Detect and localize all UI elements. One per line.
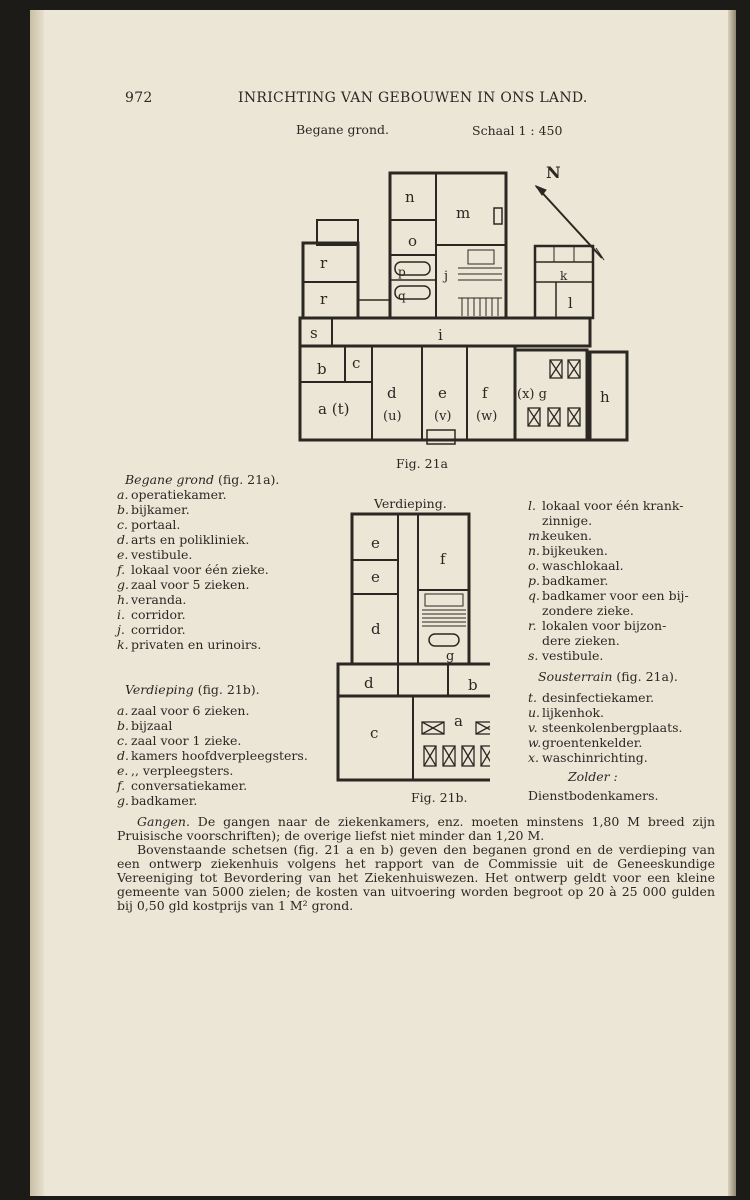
legend-item: desinfectiekamer. xyxy=(542,690,655,705)
legend-ground: Begane grond (fig. 21a). a. operatiekamer. b. bijkamer. c. portaal. d. arts en polikliniek. e. vestibule. f. lokaal voor één zieke. g. zaal voor 5 zieken. h. veranda. i. corridor. j. corridor. k. privaten en urinoirs. xyxy=(117,472,280,652)
legend-upper: Verdieping (fig. 21b). a. zaal voor 6 zieken. b. bijzaal c. zaal voor 1 zieke. d. kamers hoofdverpleegsters. e. ,, verpleegsters. f. conversatiekamer. g. badkamer. xyxy=(117,682,308,808)
page-edge xyxy=(728,10,736,1196)
room-r-upper: r xyxy=(320,254,328,272)
room-f: f xyxy=(482,384,488,402)
fig-a-scale: Schaal 1 : 450 xyxy=(472,123,563,138)
legend-item: operatiekamer. xyxy=(131,487,227,502)
legend-item: steenkolenbergplaats. xyxy=(542,720,683,735)
page-spine xyxy=(30,10,44,1196)
legend-item: bijkamer. xyxy=(131,502,190,517)
legend-attic-item: Dienstbodenkamers. xyxy=(528,788,659,803)
body-paragraph: Bovenstaande schetsen (fig. 21 a en b) geven den beganen grond en de verdieping van een ontwerp ziekenhuis volgens het rapport van de Commissie uit de Geneeskundige Vereeniging tot Bevordering van het Ziekenhuiswezen. Het ontwerp geldt voor een kleine gemeente van 5000 zielen; de kosten van uitvoering worden begroot op 20 à 25 000 gulden bij 0,50 gld kostprijs van 1 M² grond. xyxy=(117,842,715,913)
legend-item: badkamer voor een bij- xyxy=(542,588,689,603)
page-number: 972 xyxy=(125,90,153,106)
room-n: n xyxy=(405,188,415,206)
legend-item: bijkeuken. xyxy=(542,543,608,558)
fig-b-title: Verdieping. xyxy=(374,496,447,511)
legend-item: badkamer. xyxy=(131,793,198,808)
legend-upper-heading: Verdieping xyxy=(125,682,194,697)
room-m: m xyxy=(456,204,471,222)
room-d: d xyxy=(387,384,397,402)
north-label: N xyxy=(546,163,561,182)
room-q: q xyxy=(398,289,406,303)
legend-basement-ref: (fig. 21a). xyxy=(616,669,678,684)
room-o: o xyxy=(408,232,418,250)
upper-room-b: b xyxy=(468,676,478,694)
ground-floor-plan xyxy=(260,150,640,450)
room-j: j xyxy=(444,269,449,284)
room-i: i xyxy=(438,326,443,344)
room-x-g: (x) g xyxy=(517,387,547,402)
legend-item: waschlokaal. xyxy=(542,558,624,573)
upper-room-a: a xyxy=(454,712,463,730)
legend-item: lokaal voor één zieke. xyxy=(131,562,269,577)
legend-item: vestibule. xyxy=(131,547,193,562)
legend-item: bijzaal xyxy=(131,718,173,733)
room-p: p xyxy=(398,265,406,279)
upper-room-g: g xyxy=(446,649,455,664)
legend-upper-ref: (fig. 21b). xyxy=(197,682,260,697)
body-text xyxy=(117,815,715,913)
room-e-alt: (v) xyxy=(434,409,452,424)
legend-item: corridor. xyxy=(131,607,186,622)
page-title: INRICHTING VAN GEBOUWEN IN ONS LAND. xyxy=(238,90,588,106)
legend-basement-heading: Sousterrain xyxy=(538,669,613,684)
upper-room-d-1: d xyxy=(371,620,381,638)
legend-attic-heading: Zolder : xyxy=(568,769,618,784)
legend-item: zaal voor 6 zieken. xyxy=(131,703,250,718)
fig-b-caption: Fig. 21b. xyxy=(411,790,468,805)
upper-room-e-1: e xyxy=(371,534,380,552)
legend-ground-cont: l. lokaal voor één krank- zinnige. m.keuken. n. bijkeuken. o. waschlokaal. p. badkamer. q. badkamer voor een bij- zondere zieke. r. lokalen voor bijzon- dere zieken. s. vestibule. Sousterrain (fig. 21a). t. desinfectiekamer. u. lijkenhok. v. steenkolenbergplaats. w.groentenkelder. x. waschinrichting. Zolder : Dienstbodenkamers. xyxy=(528,498,689,803)
room-l: l xyxy=(568,294,573,312)
fig-a-title: Begane grond. xyxy=(296,122,389,137)
legend-item: privaten en urinoirs. xyxy=(131,637,262,652)
legend-item: kamers hoofdverpleegsters. xyxy=(131,748,308,763)
legend-item: zaal voor 1 zieke. xyxy=(131,733,242,748)
upper-room-d-2: d xyxy=(364,674,374,692)
room-d-alt: (u) xyxy=(383,409,402,424)
legend-ground-ref: (fig. 21a). xyxy=(218,472,280,487)
legend-item: corridor. xyxy=(131,622,186,637)
legend-item: waschinrichting. xyxy=(542,750,648,765)
legend-item: lokalen voor bijzon- xyxy=(542,618,667,633)
upper-floor-plan xyxy=(330,510,490,785)
legend-item: arts en polikliniek. xyxy=(131,532,250,547)
upper-room-e-2: e xyxy=(371,568,380,586)
legend-item: conversatiekamer. xyxy=(131,778,248,793)
legend-item: lokaal voor één krank- xyxy=(542,498,684,513)
room-f-alt: (w) xyxy=(476,409,498,424)
legend-item: lijkenhok. xyxy=(542,705,605,720)
room-k: k xyxy=(560,269,568,283)
room-s: s xyxy=(310,324,318,342)
legend-item: vestibule. xyxy=(542,648,604,663)
room-c: c xyxy=(352,354,361,372)
book-page xyxy=(30,10,736,1196)
body-gangen-text: De gangen naar de ziekenkamers, enz. moeten minstens 1,80 M breed zijn Pruisische voorschriften); de overige liefst niet minder dan 1,20 M. xyxy=(117,814,715,843)
legend-item: keuken. xyxy=(542,528,593,543)
body-gangen-label: Gangen. xyxy=(137,814,190,829)
legend-item: ,, verpleegsters. xyxy=(131,763,234,778)
room-h: h xyxy=(600,388,610,406)
room-b: b xyxy=(317,360,327,378)
legend-item: portaal. xyxy=(131,517,181,532)
room-a: a (t) xyxy=(318,400,350,418)
legend-item: zaal voor 5 zieken. xyxy=(131,577,250,592)
legend-item: badkamer. xyxy=(542,573,609,588)
legend-ground-heading: Begane grond xyxy=(125,472,215,487)
room-e: e xyxy=(438,384,447,402)
fig-a-caption: Fig. 21a xyxy=(396,456,448,471)
upper-room-c: c xyxy=(370,724,379,742)
legend-item: veranda. xyxy=(131,592,187,607)
upper-room-f: f xyxy=(440,550,446,568)
legend-item: groentenkelder. xyxy=(542,735,643,750)
room-r-lower: r xyxy=(320,290,328,308)
